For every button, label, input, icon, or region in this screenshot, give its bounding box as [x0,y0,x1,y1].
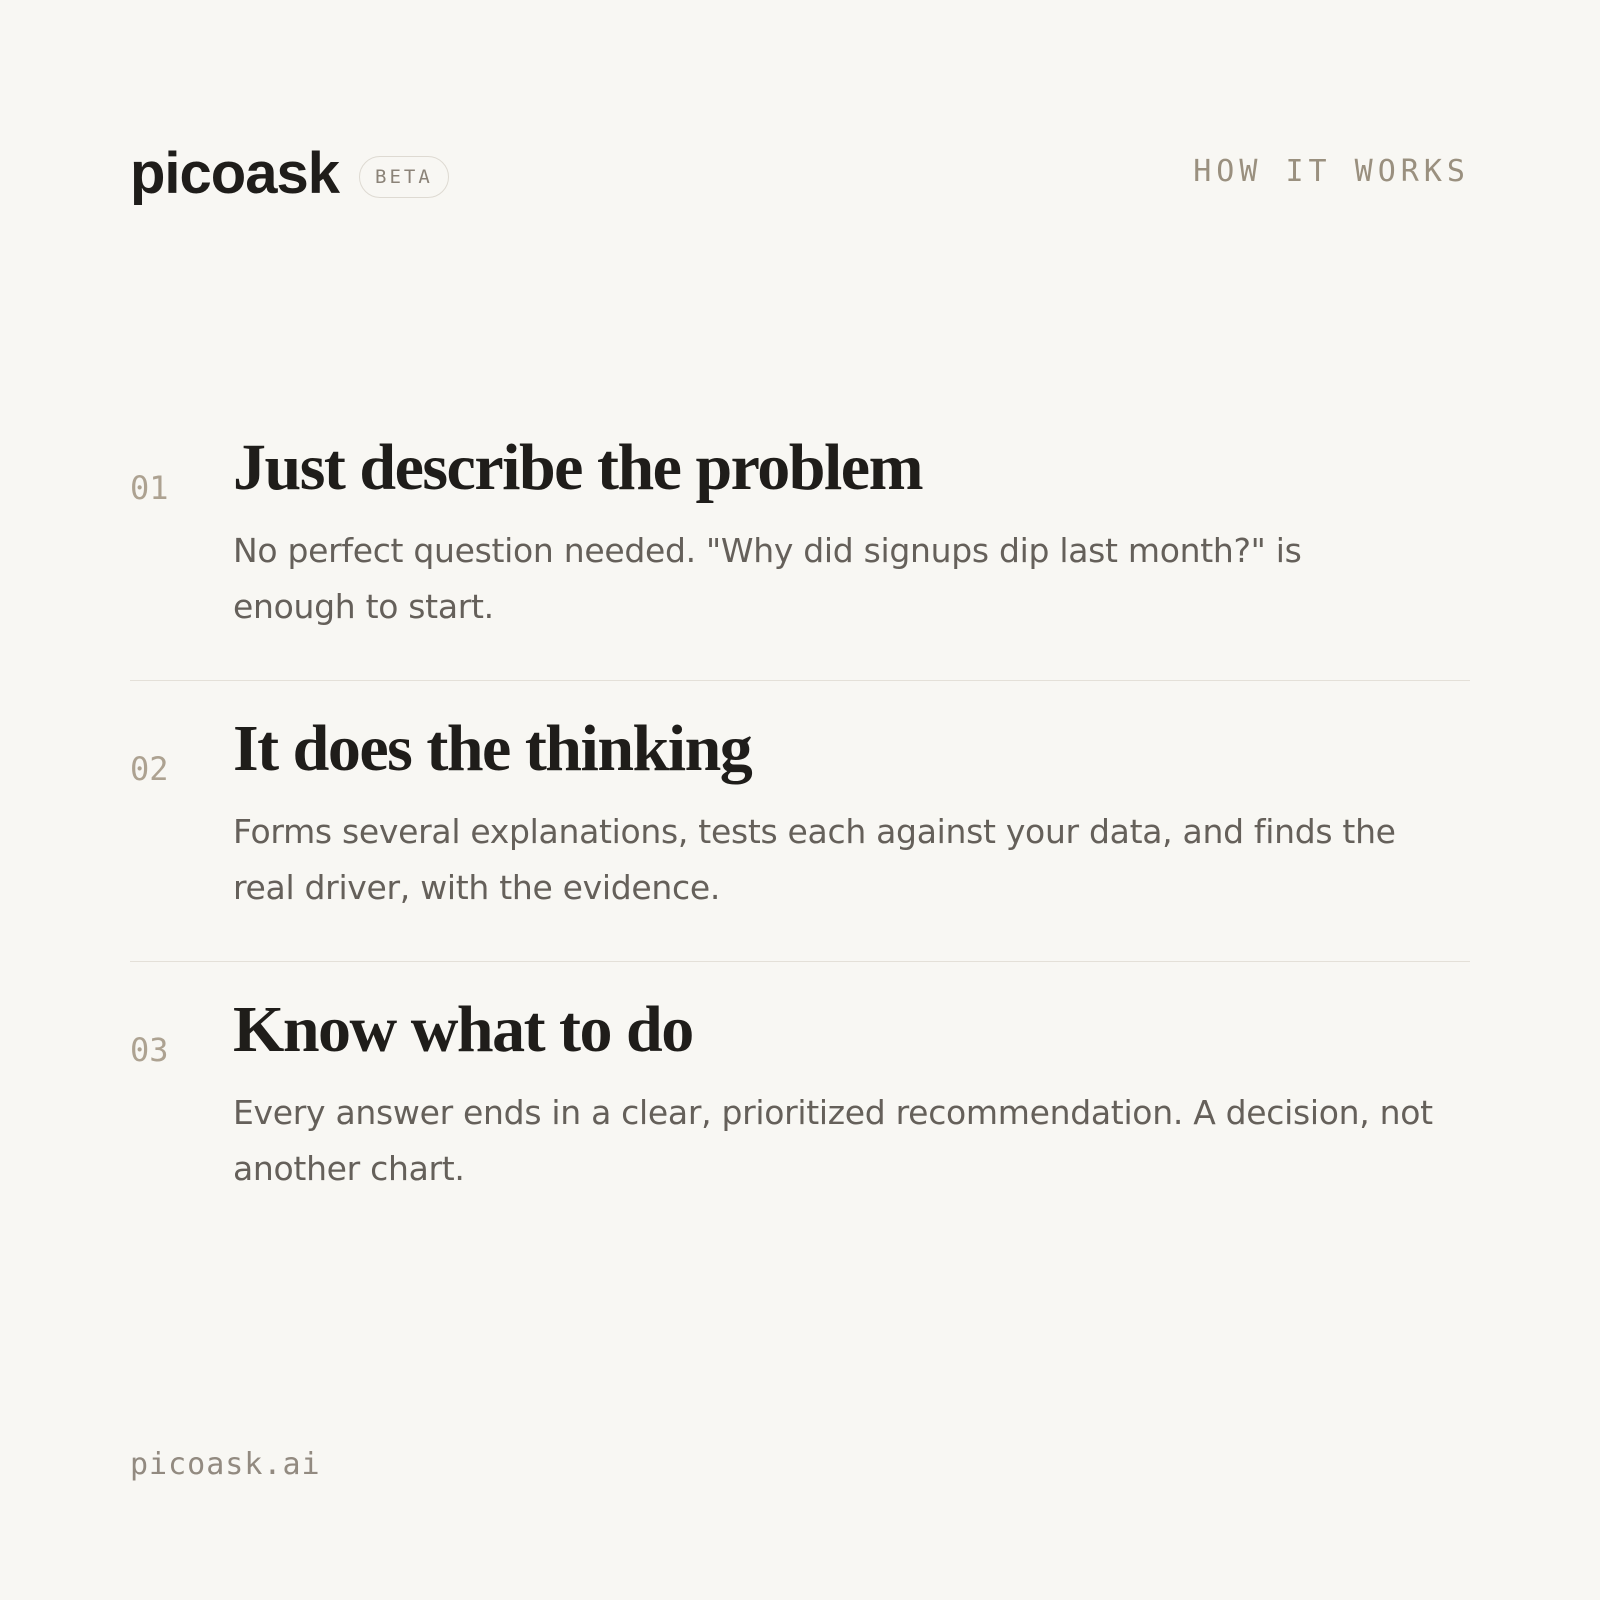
step-description: No perfect question needed. "Why did signups dip last month?" is enough to start. [233,531,1302,626]
step-number: 01 [130,469,169,507]
step-number: 03 [130,1031,169,1069]
brand [130,140,449,208]
step-description: Forms several explanations, tests each against your data, and finds the real driver, with the evidence. [233,812,1396,907]
footer-url[interactable]: picoask.ai [130,1447,321,1482]
step-title: Just describe the problem [233,431,923,504]
step-description: Every answer ends in a clear, prioritized recommendation. A decision, not another chart. [233,1093,1433,1188]
site-header [130,140,1470,220]
steps-list [130,425,1470,1242]
step-title: Know what to do [233,993,693,1066]
beta-badge: BETA [359,156,449,198]
step-number: 02 [130,750,169,788]
step-3 [130,961,1470,1242]
how-it-works-link[interactable]: HOW IT WORKS [1193,154,1470,189]
step-title: It does the thinking [233,712,752,785]
step-2 [130,680,1470,961]
step-1 [130,425,1470,680]
logo[interactable]: picoask [130,141,339,206]
